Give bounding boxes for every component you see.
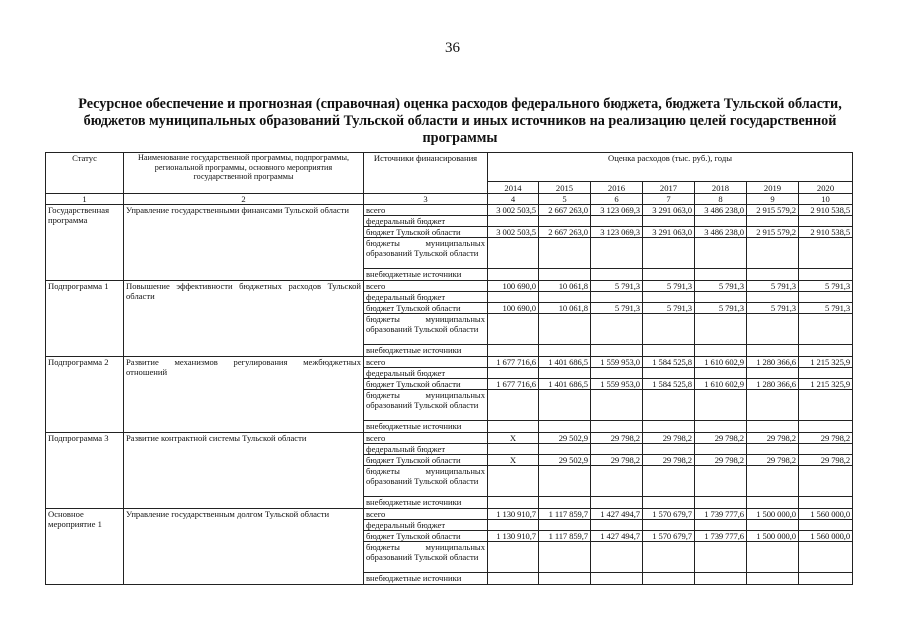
- row-value: [591, 390, 643, 421]
- table-body: [46, 205, 853, 585]
- page-number: 36: [445, 40, 460, 56]
- row-value: 1 570 679,7: [643, 531, 695, 542]
- row-value: 2 915 579,2: [747, 205, 799, 216]
- header-sources: Источники финансирования: [364, 153, 488, 194]
- row-value: [799, 542, 853, 573]
- row-value: 3 002 503,5: [488, 227, 539, 238]
- column-number: 5: [539, 194, 591, 205]
- row-value: [488, 542, 539, 573]
- row-value: [643, 314, 695, 345]
- row-value: 1 401 686,5: [539, 357, 591, 368]
- row-value: [695, 368, 747, 379]
- row-value: 3 002 503,5: [488, 205, 539, 216]
- row-funding-source: внебюджетные источники: [364, 497, 488, 509]
- row-value: [488, 368, 539, 379]
- row-value: 29 798,2: [747, 433, 799, 444]
- row-value: [539, 292, 591, 303]
- row-status: Государственная программа: [46, 205, 124, 281]
- row-funding-source: федеральный бюджет: [364, 292, 488, 303]
- row-value: [591, 368, 643, 379]
- row-value: 5 791,3: [695, 281, 747, 292]
- row-value: [799, 573, 853, 585]
- row-value: [539, 368, 591, 379]
- row-value: 29 798,2: [695, 433, 747, 444]
- row-value: 1 610 602,9: [695, 379, 747, 390]
- row-value: 3 291 063,0: [643, 227, 695, 238]
- header-year: 2018: [695, 182, 747, 194]
- row-funding-source: внебюджетные источники: [364, 421, 488, 433]
- row-value: 3 123 069,3: [591, 205, 643, 216]
- row-value: [695, 421, 747, 433]
- row-value: [643, 292, 695, 303]
- row-value: [591, 466, 643, 497]
- row-value: 29 798,2: [591, 455, 643, 466]
- row-value: [643, 345, 695, 357]
- header-year: 2015: [539, 182, 591, 194]
- row-value: [799, 216, 853, 227]
- row-value: [695, 520, 747, 531]
- row-value: [591, 542, 643, 573]
- header-year: 2019: [747, 182, 799, 194]
- row-value: 29 798,2: [591, 433, 643, 444]
- row-value: [747, 444, 799, 455]
- row-status: Подпрограмма 2: [46, 357, 124, 433]
- row-value: [539, 466, 591, 497]
- row-program-name: Развитие контрактной системы Тульской области: [124, 433, 364, 509]
- row-value: [799, 238, 853, 269]
- row-value: 5 791,3: [799, 281, 853, 292]
- column-number: 8: [695, 194, 747, 205]
- row-value: 1 280 366,6: [747, 357, 799, 368]
- row-value: 1 559 953,0: [591, 357, 643, 368]
- header-year: 2016: [591, 182, 643, 194]
- row-value: 29 502,9: [539, 433, 591, 444]
- row-value: [799, 292, 853, 303]
- row-value: [488, 345, 539, 357]
- row-value: [747, 466, 799, 497]
- row-value: [643, 216, 695, 227]
- row-funding-source: бюджеты муниципальных образований Тульской области: [364, 390, 488, 421]
- row-value: [747, 368, 799, 379]
- row-value: 100 690,0: [488, 303, 539, 314]
- row-value: [643, 444, 695, 455]
- row-funding-source: федеральный бюджет: [364, 520, 488, 531]
- row-value: [488, 520, 539, 531]
- row-value: 1 584 525,8: [643, 357, 695, 368]
- row-value: [643, 466, 695, 497]
- page-title: Ресурсное обеспечение и прогнозная (справочная) оценка расходов федерального бюджета, бюджета Тульской области, бюджетов муниципальных образований Тульской области и иных источников на реализацию целей государственной программы: [78, 96, 842, 146]
- column-number: 2: [124, 194, 364, 205]
- row-value: 1 401 686,5: [539, 379, 591, 390]
- row-value: [488, 238, 539, 269]
- row-value: 3 291 063,0: [643, 205, 695, 216]
- row-value: [747, 238, 799, 269]
- row-value: [695, 466, 747, 497]
- row-value: [695, 542, 747, 573]
- row-value: [643, 497, 695, 509]
- row-value: [539, 421, 591, 433]
- row-value: [643, 573, 695, 585]
- row-value: [488, 216, 539, 227]
- row-value: [799, 368, 853, 379]
- row-status: Подпрограмма 3: [46, 433, 124, 509]
- row-value: 5 791,3: [591, 303, 643, 314]
- row-value: 1 584 525,8: [643, 379, 695, 390]
- row-value: 10 061,8: [539, 281, 591, 292]
- row-value: X: [488, 455, 539, 466]
- row-funding-source: федеральный бюджет: [364, 368, 488, 379]
- row-value: 5 791,3: [747, 303, 799, 314]
- row-value: 3 486 238,0: [695, 227, 747, 238]
- table-row: [46, 205, 853, 216]
- row-value: [643, 542, 695, 573]
- row-value: [747, 573, 799, 585]
- row-program-name: Повышение эффективности бюджетных расходов Тульской области: [124, 281, 364, 357]
- row-value: [799, 520, 853, 531]
- row-value: 1 570 679,7: [643, 509, 695, 520]
- budget-table: [45, 152, 853, 585]
- row-value: [799, 444, 853, 455]
- row-value: 2 915 579,2: [747, 227, 799, 238]
- row-value: 29 798,2: [643, 455, 695, 466]
- row-value: 1 500 000,0: [747, 509, 799, 520]
- row-funding-source: внебюджетные источники: [364, 573, 488, 585]
- row-value: [695, 314, 747, 345]
- row-value: [747, 421, 799, 433]
- row-value: [695, 345, 747, 357]
- row-value: 2 910 538,5: [799, 227, 853, 238]
- row-value: [539, 390, 591, 421]
- row-status: Основное мероприятие 1: [46, 509, 124, 585]
- row-value: [747, 216, 799, 227]
- header-year: 2017: [643, 182, 695, 194]
- row-value: [488, 466, 539, 497]
- row-value: 1 739 777,6: [695, 509, 747, 520]
- row-funding-source: бюджет Тульской области: [364, 379, 488, 390]
- row-value: [643, 520, 695, 531]
- row-value: [695, 444, 747, 455]
- row-value: [539, 314, 591, 345]
- row-value: 10 061,8: [539, 303, 591, 314]
- row-value: [591, 520, 643, 531]
- row-value: 2 910 538,5: [799, 205, 853, 216]
- row-value: 2 667 263,0: [539, 227, 591, 238]
- row-value: [488, 497, 539, 509]
- row-value: [695, 497, 747, 509]
- row-value: [747, 292, 799, 303]
- row-value: 1 215 325,9: [799, 379, 853, 390]
- table-row: [46, 357, 853, 368]
- header-status: Статус: [46, 153, 124, 194]
- row-value: [695, 573, 747, 585]
- row-value: 29 798,2: [799, 455, 853, 466]
- row-funding-source: всего: [364, 357, 488, 368]
- row-value: 29 798,2: [695, 455, 747, 466]
- row-value: 1 130 910,7: [488, 509, 539, 520]
- row-value: [591, 216, 643, 227]
- row-value: [747, 520, 799, 531]
- row-value: 29 798,2: [747, 455, 799, 466]
- row-funding-source: бюджет Тульской области: [364, 227, 488, 238]
- row-value: [747, 314, 799, 345]
- row-funding-source: федеральный бюджет: [364, 444, 488, 455]
- row-funding-source: бюджеты муниципальных образований Тульской области: [364, 542, 488, 573]
- row-value: [799, 497, 853, 509]
- row-value: 1 677 716,6: [488, 379, 539, 390]
- row-value: [488, 444, 539, 455]
- row-value: [488, 421, 539, 433]
- row-value: 1 560 000,0: [799, 509, 853, 520]
- row-value: 5 791,3: [747, 281, 799, 292]
- row-value: 5 791,3: [591, 281, 643, 292]
- row-value: [695, 292, 747, 303]
- column-number: 1: [46, 194, 124, 205]
- row-value: 5 791,3: [695, 303, 747, 314]
- table-row: [46, 281, 853, 292]
- row-value: 5 791,3: [799, 303, 853, 314]
- row-value: [591, 421, 643, 433]
- row-value: [539, 520, 591, 531]
- row-funding-source: внебюджетные источники: [364, 345, 488, 357]
- row-value: 100 690,0: [488, 281, 539, 292]
- column-number: 4: [488, 194, 539, 205]
- row-value: [695, 269, 747, 281]
- row-value: 3 486 238,0: [695, 205, 747, 216]
- row-value: [643, 269, 695, 281]
- header-year: 2014: [488, 182, 539, 194]
- row-value: 1 559 953,0: [591, 379, 643, 390]
- row-value: 1 610 602,9: [695, 357, 747, 368]
- row-value: [591, 345, 643, 357]
- row-value: [591, 269, 643, 281]
- row-funding-source: бюджеты муниципальных образований Тульской области: [364, 466, 488, 497]
- row-value: [747, 390, 799, 421]
- row-value: [488, 573, 539, 585]
- row-value: [591, 573, 643, 585]
- row-value: 5 791,3: [643, 303, 695, 314]
- row-program-name: Управление государственным долгом Тульской области: [124, 509, 364, 585]
- row-value: [643, 421, 695, 433]
- header-year: 2020: [799, 182, 853, 194]
- row-value: [799, 390, 853, 421]
- table-row: [46, 433, 853, 444]
- column-number: 10: [799, 194, 853, 205]
- row-value: 1 215 325,9: [799, 357, 853, 368]
- row-funding-source: всего: [364, 433, 488, 444]
- row-value: 29 502,9: [539, 455, 591, 466]
- row-value: 29 798,2: [799, 433, 853, 444]
- row-value: [539, 573, 591, 585]
- row-funding-source: бюджет Тульской области: [364, 531, 488, 542]
- row-value: 3 123 069,3: [591, 227, 643, 238]
- table-row: [46, 509, 853, 520]
- row-value: [591, 238, 643, 269]
- row-value: [539, 238, 591, 269]
- row-value: [643, 238, 695, 269]
- row-value: [591, 497, 643, 509]
- column-number: 9: [747, 194, 799, 205]
- row-funding-source: внебюджетные источники: [364, 269, 488, 281]
- row-value: [539, 444, 591, 455]
- row-value: 2 667 263,0: [539, 205, 591, 216]
- row-value: [591, 314, 643, 345]
- row-value: [591, 292, 643, 303]
- row-value: [539, 269, 591, 281]
- row-value: 1 427 494,7: [591, 509, 643, 520]
- row-value: 1 280 366,6: [747, 379, 799, 390]
- row-value: [747, 269, 799, 281]
- column-number: 7: [643, 194, 695, 205]
- row-funding-source: бюджет Тульской области: [364, 455, 488, 466]
- row-value: 1 677 716,6: [488, 357, 539, 368]
- row-value: [799, 314, 853, 345]
- column-number: 6: [591, 194, 643, 205]
- row-value: [643, 390, 695, 421]
- row-value: 29 798,2: [643, 433, 695, 444]
- row-value: [747, 542, 799, 573]
- row-value: 5 791,3: [643, 281, 695, 292]
- row-value: [539, 542, 591, 573]
- row-value: X: [488, 433, 539, 444]
- row-value: [488, 390, 539, 421]
- row-value: [799, 269, 853, 281]
- row-value: [488, 314, 539, 345]
- row-value: [488, 269, 539, 281]
- row-funding-source: бюджеты муниципальных образований Тульской области: [364, 314, 488, 345]
- column-number: 3: [364, 194, 488, 205]
- row-program-name: Развитие механизмов регулирования межбюджетных отношений: [124, 357, 364, 433]
- row-funding-source: всего: [364, 509, 488, 520]
- row-value: [695, 238, 747, 269]
- row-value: [799, 466, 853, 497]
- row-funding-source: бюджет Тульской области: [364, 303, 488, 314]
- row-value: [488, 292, 539, 303]
- header-name: Наименование государственной программы, подпрограммы, региональной программы, основного мероприятия государственной программы: [124, 153, 364, 194]
- row-value: 1 500 000,0: [747, 531, 799, 542]
- row-value: [695, 390, 747, 421]
- row-value: 1 130 910,7: [488, 531, 539, 542]
- row-value: [747, 497, 799, 509]
- row-value: 1 739 777,6: [695, 531, 747, 542]
- row-program-name: Управление государственными финансами Тульской области: [124, 205, 364, 281]
- row-value: [799, 345, 853, 357]
- row-value: [799, 421, 853, 433]
- row-value: [539, 216, 591, 227]
- row-value: 1 560 000,0: [799, 531, 853, 542]
- header-estimate: Оценка расходов (тыс. руб.), годы: [488, 153, 853, 182]
- row-value: [747, 345, 799, 357]
- row-value: [695, 216, 747, 227]
- row-value: [539, 497, 591, 509]
- row-value: [591, 444, 643, 455]
- row-funding-source: всего: [364, 281, 488, 292]
- row-value: 1 427 494,7: [591, 531, 643, 542]
- row-status: Подпрограмма 1: [46, 281, 124, 357]
- row-value: [539, 345, 591, 357]
- row-value: 1 117 859,7: [539, 509, 591, 520]
- row-funding-source: федеральный бюджет: [364, 216, 488, 227]
- row-funding-source: бюджеты муниципальных образований Тульской области: [364, 238, 488, 269]
- row-value: 1 117 859,7: [539, 531, 591, 542]
- row-funding-source: всего: [364, 205, 488, 216]
- row-value: [643, 368, 695, 379]
